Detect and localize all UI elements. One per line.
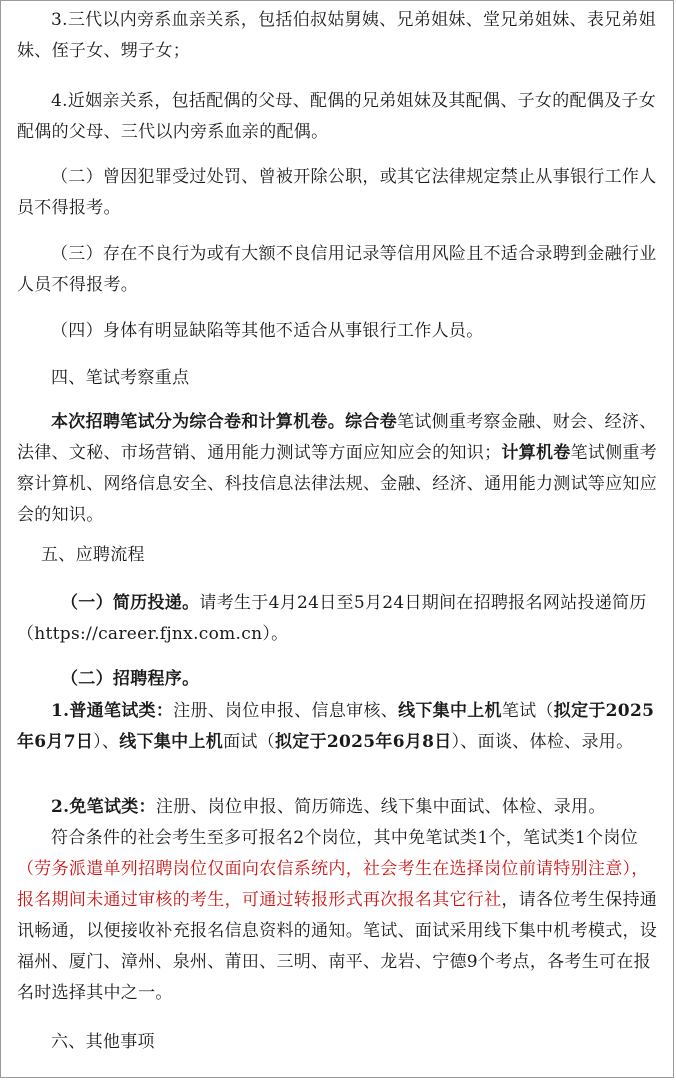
heading-recruitment-procedure: （二）招聘程序。 xyxy=(61,669,200,689)
para-in-law-relatives: 4.近姻亲关系，包括配偶的父母、配偶的兄弟姐妹及其配偶、子女的配偶及子女配偶的父母、三代以内旁系血亲的配偶。 xyxy=(17,91,657,142)
para-resume-submission: （一）简历投递。请考生于4月24日至5月24日期间在招聘报名网站投递简历（https://career.fjnx.com.cn）。 xyxy=(17,593,647,644)
para-exam-focus: 本次招聘笔试分为综合卷和计算机卷。综合卷笔试侧重考察金融、财会、经济、法律、文秘、市场营销、通用能力测试等方面应知应会的知识；计算机卷笔试侧重考察计算机、网络信息安全、科技信息法律法规、金融、经济、通用能力测试等应知应会的知识。 xyxy=(17,412,658,525)
para-credit-risk: （三）存在不良行为或有大额不良信用记录等信用风险且不适合录聘到金融行业人员不得报考。 xyxy=(17,244,657,295)
para-written-exam-track: 1.普通笔试类：注册、岗位申报、信息审核、线下集中上机笔试（拟定于2025年6月7日）、线下集中上机面试（拟定于2025年6月8日）、面谈、体检、录用。 xyxy=(17,701,655,752)
para-collateral-relatives: 3.三代以内旁系血亲关系，包括伯叔姑舅姨、兄弟姐妹、堂兄弟姐妹、表兄弟姐妹、侄子女、甥子女； xyxy=(17,10,657,61)
para-physical-condition: （四）身体有明显缺陷等其他不适合从事银行工作人员。 xyxy=(51,321,484,341)
heading-application-process: 五、应聘流程 xyxy=(41,545,145,565)
heading-exam-focus: 四、笔试考察重点 xyxy=(51,368,190,388)
red-notice: （劳务派遣单列招聘岗位仅面向农信系统内，社会考生在选择岗位前请特别注意），报名期间未通过审核的考生，可通过转报形式再次报名其它行社 xyxy=(17,859,649,910)
heading-other-matters: 六、其他事项 xyxy=(51,1032,155,1052)
para-criminal-record: （二）曾因犯罪受过处罚、曾被开除公职，或其它法律规定禁止从事银行工作人员不得报考。 xyxy=(17,167,657,218)
para-exempt-track: 2.免笔试类：注册、岗位申报、简历筛选、线下集中面试、体检、录用。 xyxy=(51,797,606,817)
para-registration-rules: 符合条件的社会考生至多可报名2个岗位，其中免笔试类1个，笔试类1个岗位（劳务派遣单列招聘岗位仅面向农信系统内，社会考生在选择岗位前请特别注意），报名期间未通过审核的考生，可通过转报形式再次报名其它行社，请各位考生保持通讯畅通，以便接收补充报名信息资料的通知。笔试、面试采用线下集中机考模式，设福州、厦门、漳州、泉州、莆田、三明、南平、龙岩、宁德9个考点，各考生可在报名时选择其中之一。 xyxy=(17,828,658,1003)
watermark: 小红书 xyxy=(303,530,373,555)
